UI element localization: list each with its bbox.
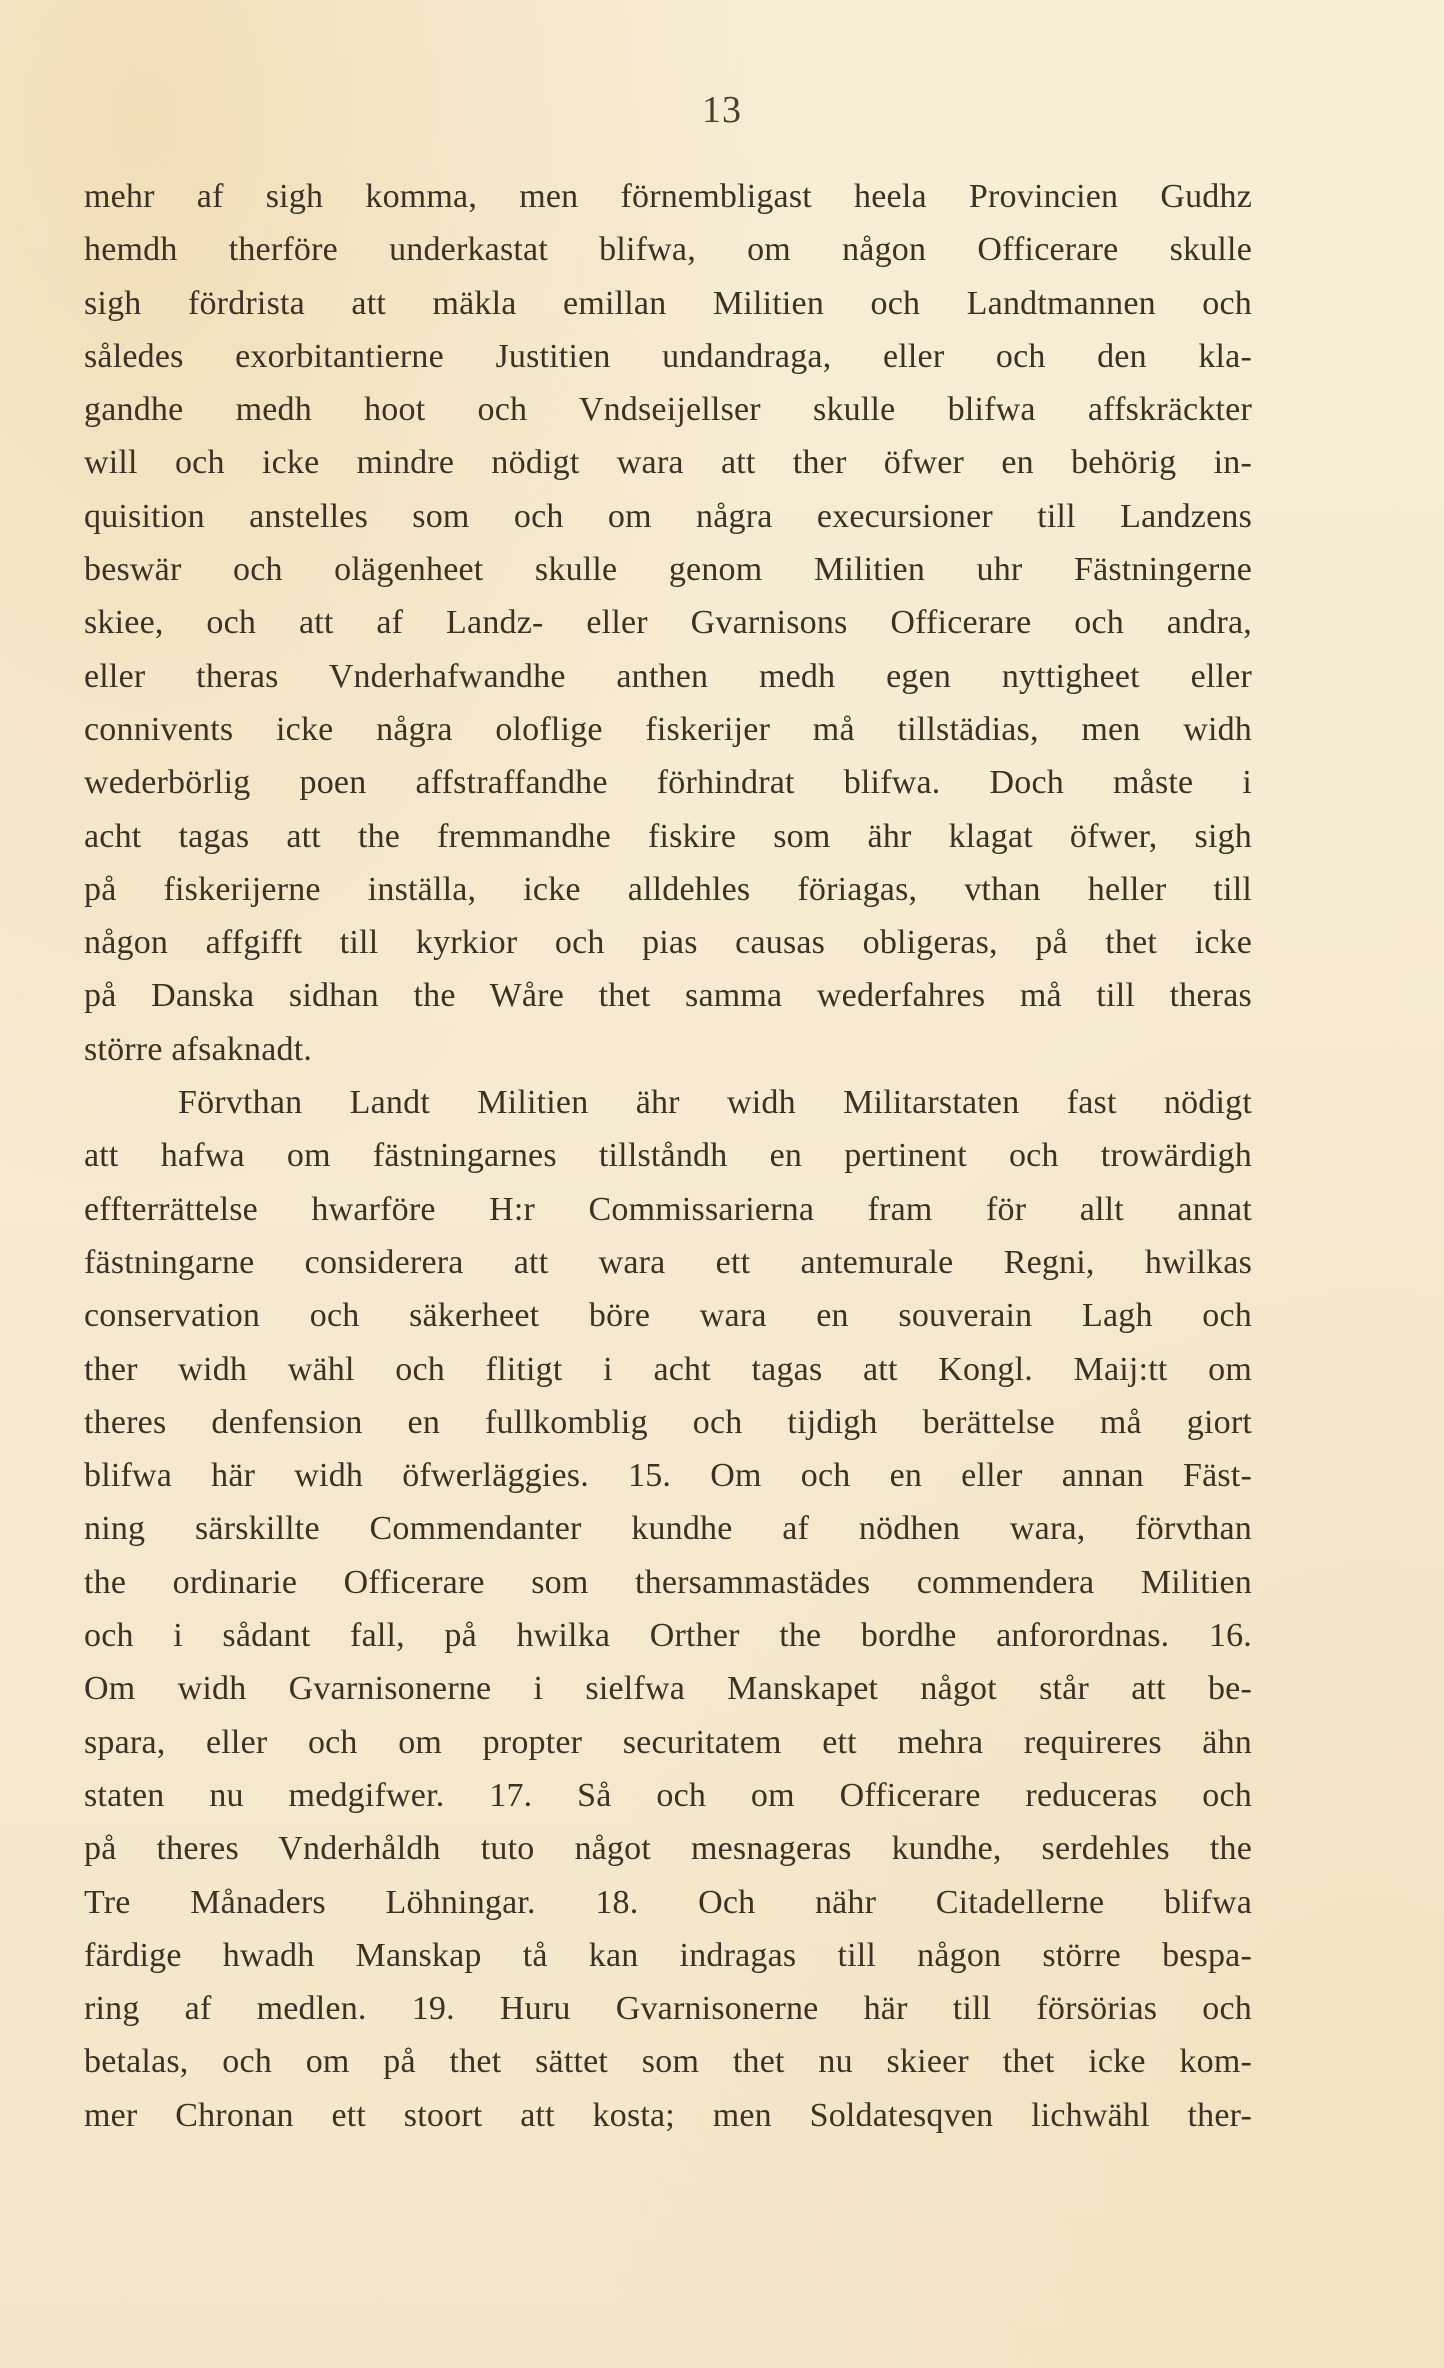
text-line: sigh fördrista att mäkla emillan Militien och Landtmannen och (84, 284, 1252, 322)
text-line: att hafwa om fästningarnes tillståndh en pertinent och trowärdigh (84, 1137, 1252, 1175)
text-line: the ordinarie Officerare som thersammastädes commendera Militien (84, 1563, 1252, 1601)
text-line: gandhe medh hoot och Vndseijellser skulle blifwa affskräckter (84, 391, 1252, 429)
text-line: quisition anstelles som och om några execursioner till Landzens (84, 497, 1252, 535)
text-line: på Danska sidhan the Wåre thet samma wederfahres må till theras (84, 977, 1252, 1015)
text-line: ning särskillte Commendanter kundhe af nödhen wara, förvthan (84, 1510, 1252, 1548)
text-line: någon affgifft till kyrkior och pias causas obligeras, på thet icke (84, 924, 1252, 962)
text-line: skiee, och att af Landz- eller Gvarnisons Officerare och andra, (84, 604, 1252, 642)
text-line: ring af medlen. 19. Huru Gvarnisonerne här till försörias och (84, 1990, 1252, 2028)
text-line: staten nu medgifwer. 17. Så och om Officerare reduceras och (84, 1776, 1252, 1814)
text-line: och i sådant fall, på hwilka Orther the bordhe anforordnas. 16. (84, 1617, 1252, 1655)
text-line: will och icke mindre nödigt wara att ther öfwer en behörig in- (84, 444, 1252, 482)
text-line: effterrättelse hwarföre H:r Commissarierna fram för allt annat (84, 1190, 1252, 1228)
text-line: acht tagas att the fremmandhe fiskire som ähr klagat öfwer, sigh (84, 817, 1252, 855)
page-number: 13 (702, 89, 742, 131)
text-line: på theres Vnderhåldh tuto något mesnageras kundhe, serdehles the (84, 1830, 1252, 1868)
text-line: Förvthan Landt Militien ähr widh Militarstaten fast nödigt (178, 1084, 1252, 1122)
text-line: Tre Månaders Löhningar. 18. Och nähr Citadellerne blifwa (84, 1883, 1252, 1921)
text-line: conservation och säkerheet böre wara en souverain Lagh och (84, 1297, 1252, 1335)
text-line: connivents icke några oloflige fiskerijer må tillstädias, men widh (84, 710, 1252, 748)
text-line: spara, eller och om propter securitatem ett mehra requireres ähn (84, 1723, 1252, 1761)
text-line: wederbörlig poen affstraffandhe förhindrat blifwa. Doch måste i (84, 764, 1252, 802)
text-line: hemdh therföre underkastat blifwa, om någon Officerare skulle (84, 231, 1252, 269)
text-line: mehr af sigh komma, men förnembligast heela Provincien Gudhz (84, 178, 1252, 215)
text-line: ther widh wähl och flitigt i acht tagas att Kongl. Maij:tt om (84, 1350, 1252, 1388)
text-line: beswär och olägenheet skulle genom Militien uhr Fästningerne (84, 551, 1252, 589)
text-line: betalas, och om på thet sättet som thet nu skieer thet icke kom- (84, 2043, 1252, 2081)
text-line: eller theras Vnderhafwandhe anthen medh egen nyttigheet eller (84, 657, 1252, 695)
body-text (84, 170, 1252, 2142)
text-line: fästningarne considerera att wara ett antemurale Regni, hwilkas (84, 1243, 1252, 1281)
text-line: blifwa här widh öfwerläggies. 15. Om och en eller annan Fäst- (84, 1457, 1252, 1495)
text-line: färdige hwadh Manskap tå kan indragas till någon större bespa- (84, 1936, 1252, 1974)
text-line: Om widh Gvarnisonerne i sielfwa Manskapet något står att be- (84, 1670, 1252, 1708)
text-line: theres denfension en fullkomblig och tijdigh berättelse må giort (84, 1403, 1252, 1441)
text-line: på fiskerijerne inställa, icke alldehles föriagas, vthan heller till (84, 870, 1252, 908)
text-line: större afsaknadt. (84, 1030, 313, 1068)
text-line: mer Chronan ett stoort att kosta; men Soldatesqven lichwähl ther- (84, 2096, 1252, 2134)
text-line: således exorbitantierne Justitien undandraga, eller och den kla- (84, 337, 1252, 375)
